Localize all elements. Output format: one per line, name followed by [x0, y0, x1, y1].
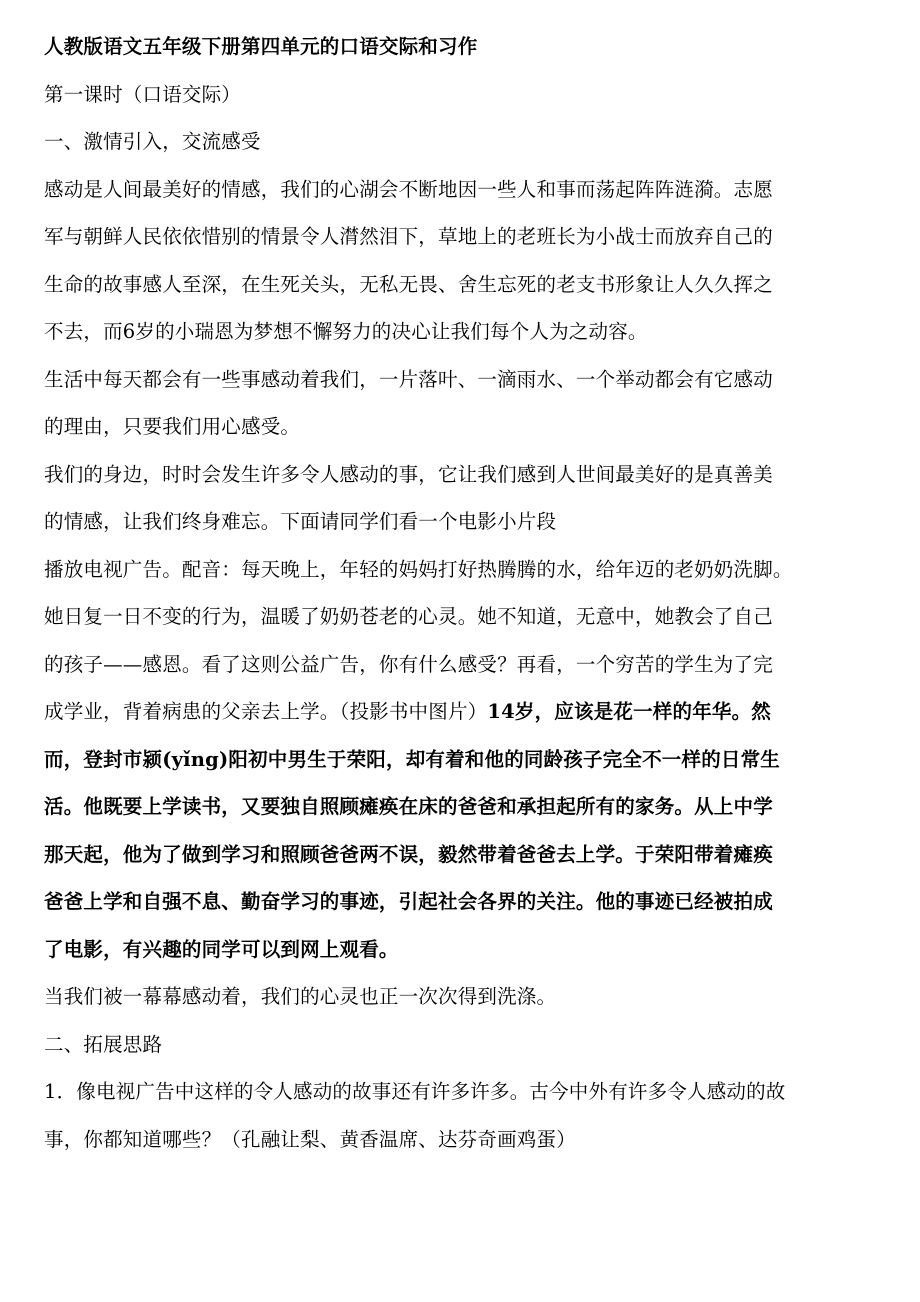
text-line: 她日复一日不变的行为，温暖了奶奶苍老的心灵。她不知道，无意中，她教会了自己 [44, 605, 773, 628]
text-bold-span: 14岁，应该是花一样的年华。然 [487, 700, 771, 723]
paragraph-2 [44, 361, 864, 447]
text-line-bold: 爸爸上学和自强不息、勤奋学习的事迹，引起社会各界的关注。他的事迹已经被拍成 [44, 890, 773, 913]
text-line: 军与朝鲜人民依依惜别的情景令人潸然泪下，草地上的老班长为小战士而放弃自己的 [44, 225, 773, 248]
text-line: 感动是人间最美好的情感，我们的心湖会不断地因一些人和事而荡起阵阵涟漪。志愿 [44, 177, 773, 201]
paragraph-4 [44, 551, 864, 970]
section-1-heading: 一、激情引入，交流感受 [44, 130, 261, 153]
text-line-bold: 而，登封市颍(yǐng)阳初中男生于荣阳，却有着和他的同龄孩子完全不一样的日常生 [44, 747, 781, 771]
text-line: 生命的故事感人至深，在生死关头，无私无畏、舍生忘死的老支书形象让人久久挥之 [44, 272, 773, 296]
text-line: 生活中每天都会有一些事感动着我们，一片落叶、一滴雨水、一个举动都会有它感动 [44, 367, 773, 391]
section-2-heading: 二、拓展思路 [44, 1032, 163, 1056]
text-line: 的孩子——感恩。看了这则公益广告，你有什么感受？再看，一个穷苦的学生为了完 [44, 652, 773, 676]
text-line: 事，你都知道哪些？（孔融让梨、黄香温席、达芬奇画鸡蛋） [44, 1127, 576, 1151]
text-line: 播放电视广告。配音：每天晚上，年轻的妈妈打好热腾腾的水，给年迈的老奶奶洗脚。 [44, 557, 793, 581]
list-item-1 [44, 1073, 864, 1159]
text-line-bold: 了电影，有兴趣的同学可以到网上观看。 [44, 937, 399, 961]
paragraph-5: 当我们被一幕幕感动着，我们的心灵也正一次次得到洗涤。 [44, 985, 557, 1008]
document-page [44, 28, 864, 1159]
text-line-bold: 活。他既要上学读书，又要独自照顾瘫痪在床的爸爸和承担起所有的家务。从上中学 [44, 795, 773, 818]
text-normal-span: 成学业，背着病患的父亲去上学。（投影书中图片） [44, 700, 488, 723]
text-line-bold: 那天起，他为了做到学习和照顾爸爸两不误，毅然带着爸爸去上学。于荣阳带着瘫痪 [44, 842, 773, 866]
paragraph-1 [44, 171, 864, 352]
text-line: 的情感，让我们终身难忘。下面请同学们看一个电影小片段 [44, 510, 557, 533]
text-line: 的理由，只要我们用心感受。 [44, 415, 301, 438]
text-line-mixed [44, 693, 864, 732]
text-line: 不去，而6岁的小瑞恩为梦想不懈努力的决心让我们每个人为之动容。 [44, 320, 648, 343]
paragraph-3 [44, 456, 864, 542]
lesson-heading: 第一课时（口语交际） [44, 82, 242, 106]
document-title: 人教版语文五年级下册第四单元的口语交际和习作 [44, 35, 478, 58]
text-line: 1．像电视广告中这样的令人感动的故事还有许多许多。古今中外有许多令人感动的故 [44, 1080, 786, 1103]
text-line: 我们的身边，时时会发生许多令人感动的事，它让我们感到人世间最美好的是真善美 [44, 462, 773, 486]
